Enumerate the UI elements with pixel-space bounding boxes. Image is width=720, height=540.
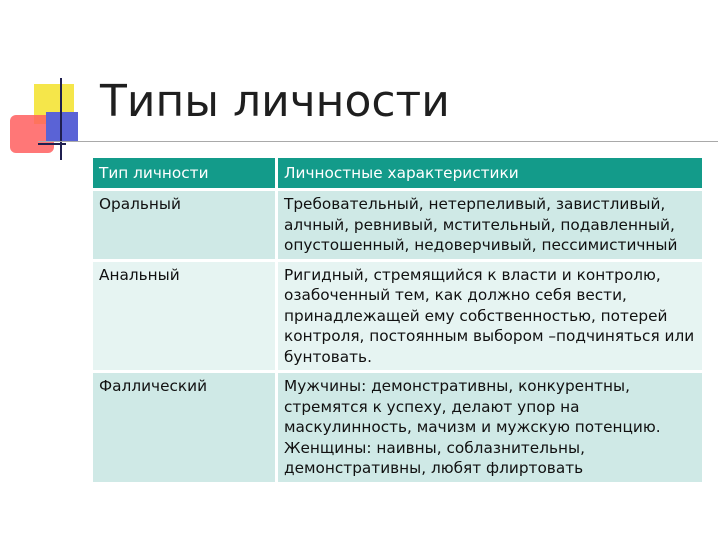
decor-vertical-line <box>60 78 62 160</box>
decor-blue-square <box>46 112 78 142</box>
table-row <box>93 260 704 372</box>
table-header-row <box>93 158 704 190</box>
cell-characteristics: Требовательный, нетерпеливый, завистливый, алчный, ревнивый, мстительный, подавленный, опустошенный, недоверчивый, пессимистичный <box>277 190 704 261</box>
cell-type: Оральный <box>93 190 277 261</box>
header-characteristics: Личностные характеристики <box>277 158 704 190</box>
cell-type: Фаллический <box>93 372 277 484</box>
cell-characteristics: Мужчины: демонстративны, конкурентны, стремятся к успеху, делают упор на маскулинность, мачизм и мужскую потенцию. Женщины: наивны, соблазнительны, демонстративны, любят флиртовать <box>277 372 704 484</box>
personality-types-table <box>93 158 705 485</box>
cell-characteristics: Ригидный, стремящийся к власти и контролю, озабоченный тем, как должно себя вести, принадлежащей ему собственностью, потерей контроля, постоянным выбором –подчиняться или бунтовать. <box>277 260 704 372</box>
table-row <box>93 190 704 261</box>
title-underline <box>38 141 718 142</box>
table-row <box>93 372 704 484</box>
cell-type: Анальный <box>93 260 277 372</box>
slide-title: Типы личности <box>100 76 450 127</box>
header-type: Тип личности <box>93 158 277 190</box>
decor-horizontal-accent <box>38 143 66 145</box>
